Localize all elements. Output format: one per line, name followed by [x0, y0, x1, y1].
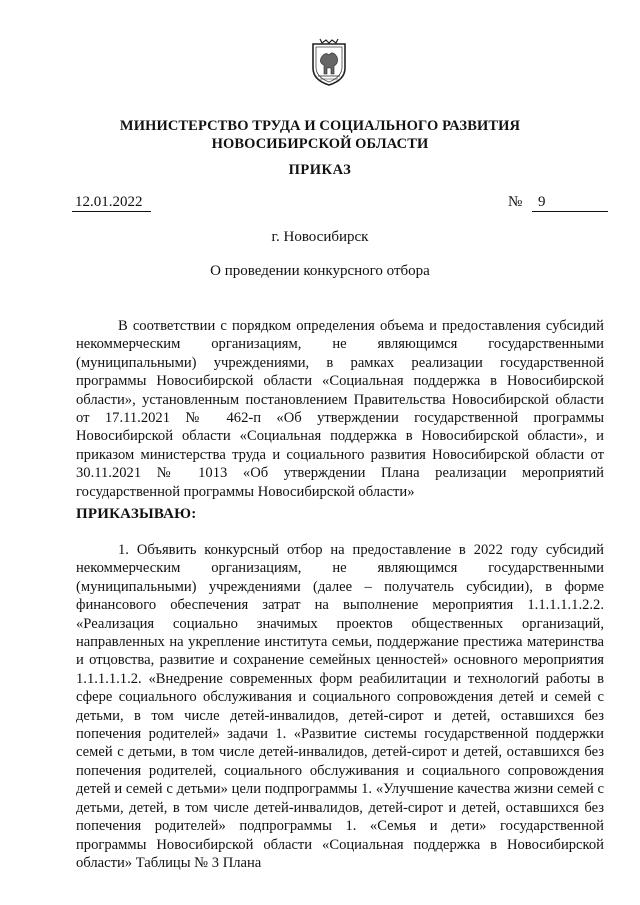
order-date: 12.01.2022 — [72, 193, 151, 212]
order-number: 9 — [532, 193, 608, 212]
preamble-paragraph: В соответствии с порядком определения объема и предоставления субсидий некоммерческим организациям, не являющимся государственными (муниципальными) учреждениями, в рамках реализации государственной программы Новосибирской области «Социальная поддержка в Новосибирской области», установленным постановлением Правительства Новосибирской области от 17.11.2021 № 462-п «Об утверждении государственной программы Новосибирской области «Социальная поддержка в Новосибирской области», и приказом министерства труда и социального развития Новосибирской области от 30.11.2021 № 1013 «Об утверждении Плана реализации мероприятий государственной программы Новосибирской области» — [76, 318, 604, 500]
order-verb: ПРИКАЗЫВАЮ: — [76, 506, 197, 522]
number-label: № — [508, 194, 523, 210]
order-subject: О проведении конкурсного отбора — [210, 263, 430, 279]
ministry-name-line1: МИНИСТЕРСТВО ТРУДА И СОЦИАЛЬНОГО РАЗВИТИЯ — [119, 118, 521, 134]
item-1-paragraph: 1. Объявить конкурсный отбор на предоставление в 2022 году субсидий некоммерческим организациям, не являющимся государственными (муниципальными) учреждениями (далее – получатель субсидии), в форме финансового обеспечения затрат на выполнение мероприятия 1.1.1.1.1.2.2. «Реализация социально значимых проектов общественных организаций, направленных на укрепление института семьи, поддержание престижа материнства и отцовства, развитие и сохранение семейных ценностей» основного мероприятия 1.1.1.1.1.2. «Внедрение современных форм реабилитации и технологий работы в сфере социального обслуживания и социального сопровождения детей и семей с детьми, в том числе детей-инвалидов, детей-сирот и детей, оставшихся без попечения родителей» задачи 1. «Развитие системы государственной поддержки семей с детьми, в том числе детей-инвалидов, детей-сирот и детей, оставшихся без попечения родителей, социального обслуживания и социального сопровождения детей и семей с детьми» цели подпрограммы 1. «Улучшение качества жизни семей с детьми, детей, в том числе детей-инвалидов, детей-сирот и детей, оставшихся без попечения родителей» подпрограммы 1. «Семья и дети» государственной программы Новосибирской области «Социальная поддержка в Новосибирской области» Таблицы № 3 Плана — [76, 542, 604, 871]
document-type: ПРИКАЗ — [288, 162, 352, 178]
city: г. Новосибирск — [271, 229, 369, 245]
coat-of-arms-icon — [310, 38, 348, 86]
ministry-name-line2: НОВОСИБИРСКОЙ ОБЛАСТИ — [211, 136, 429, 152]
